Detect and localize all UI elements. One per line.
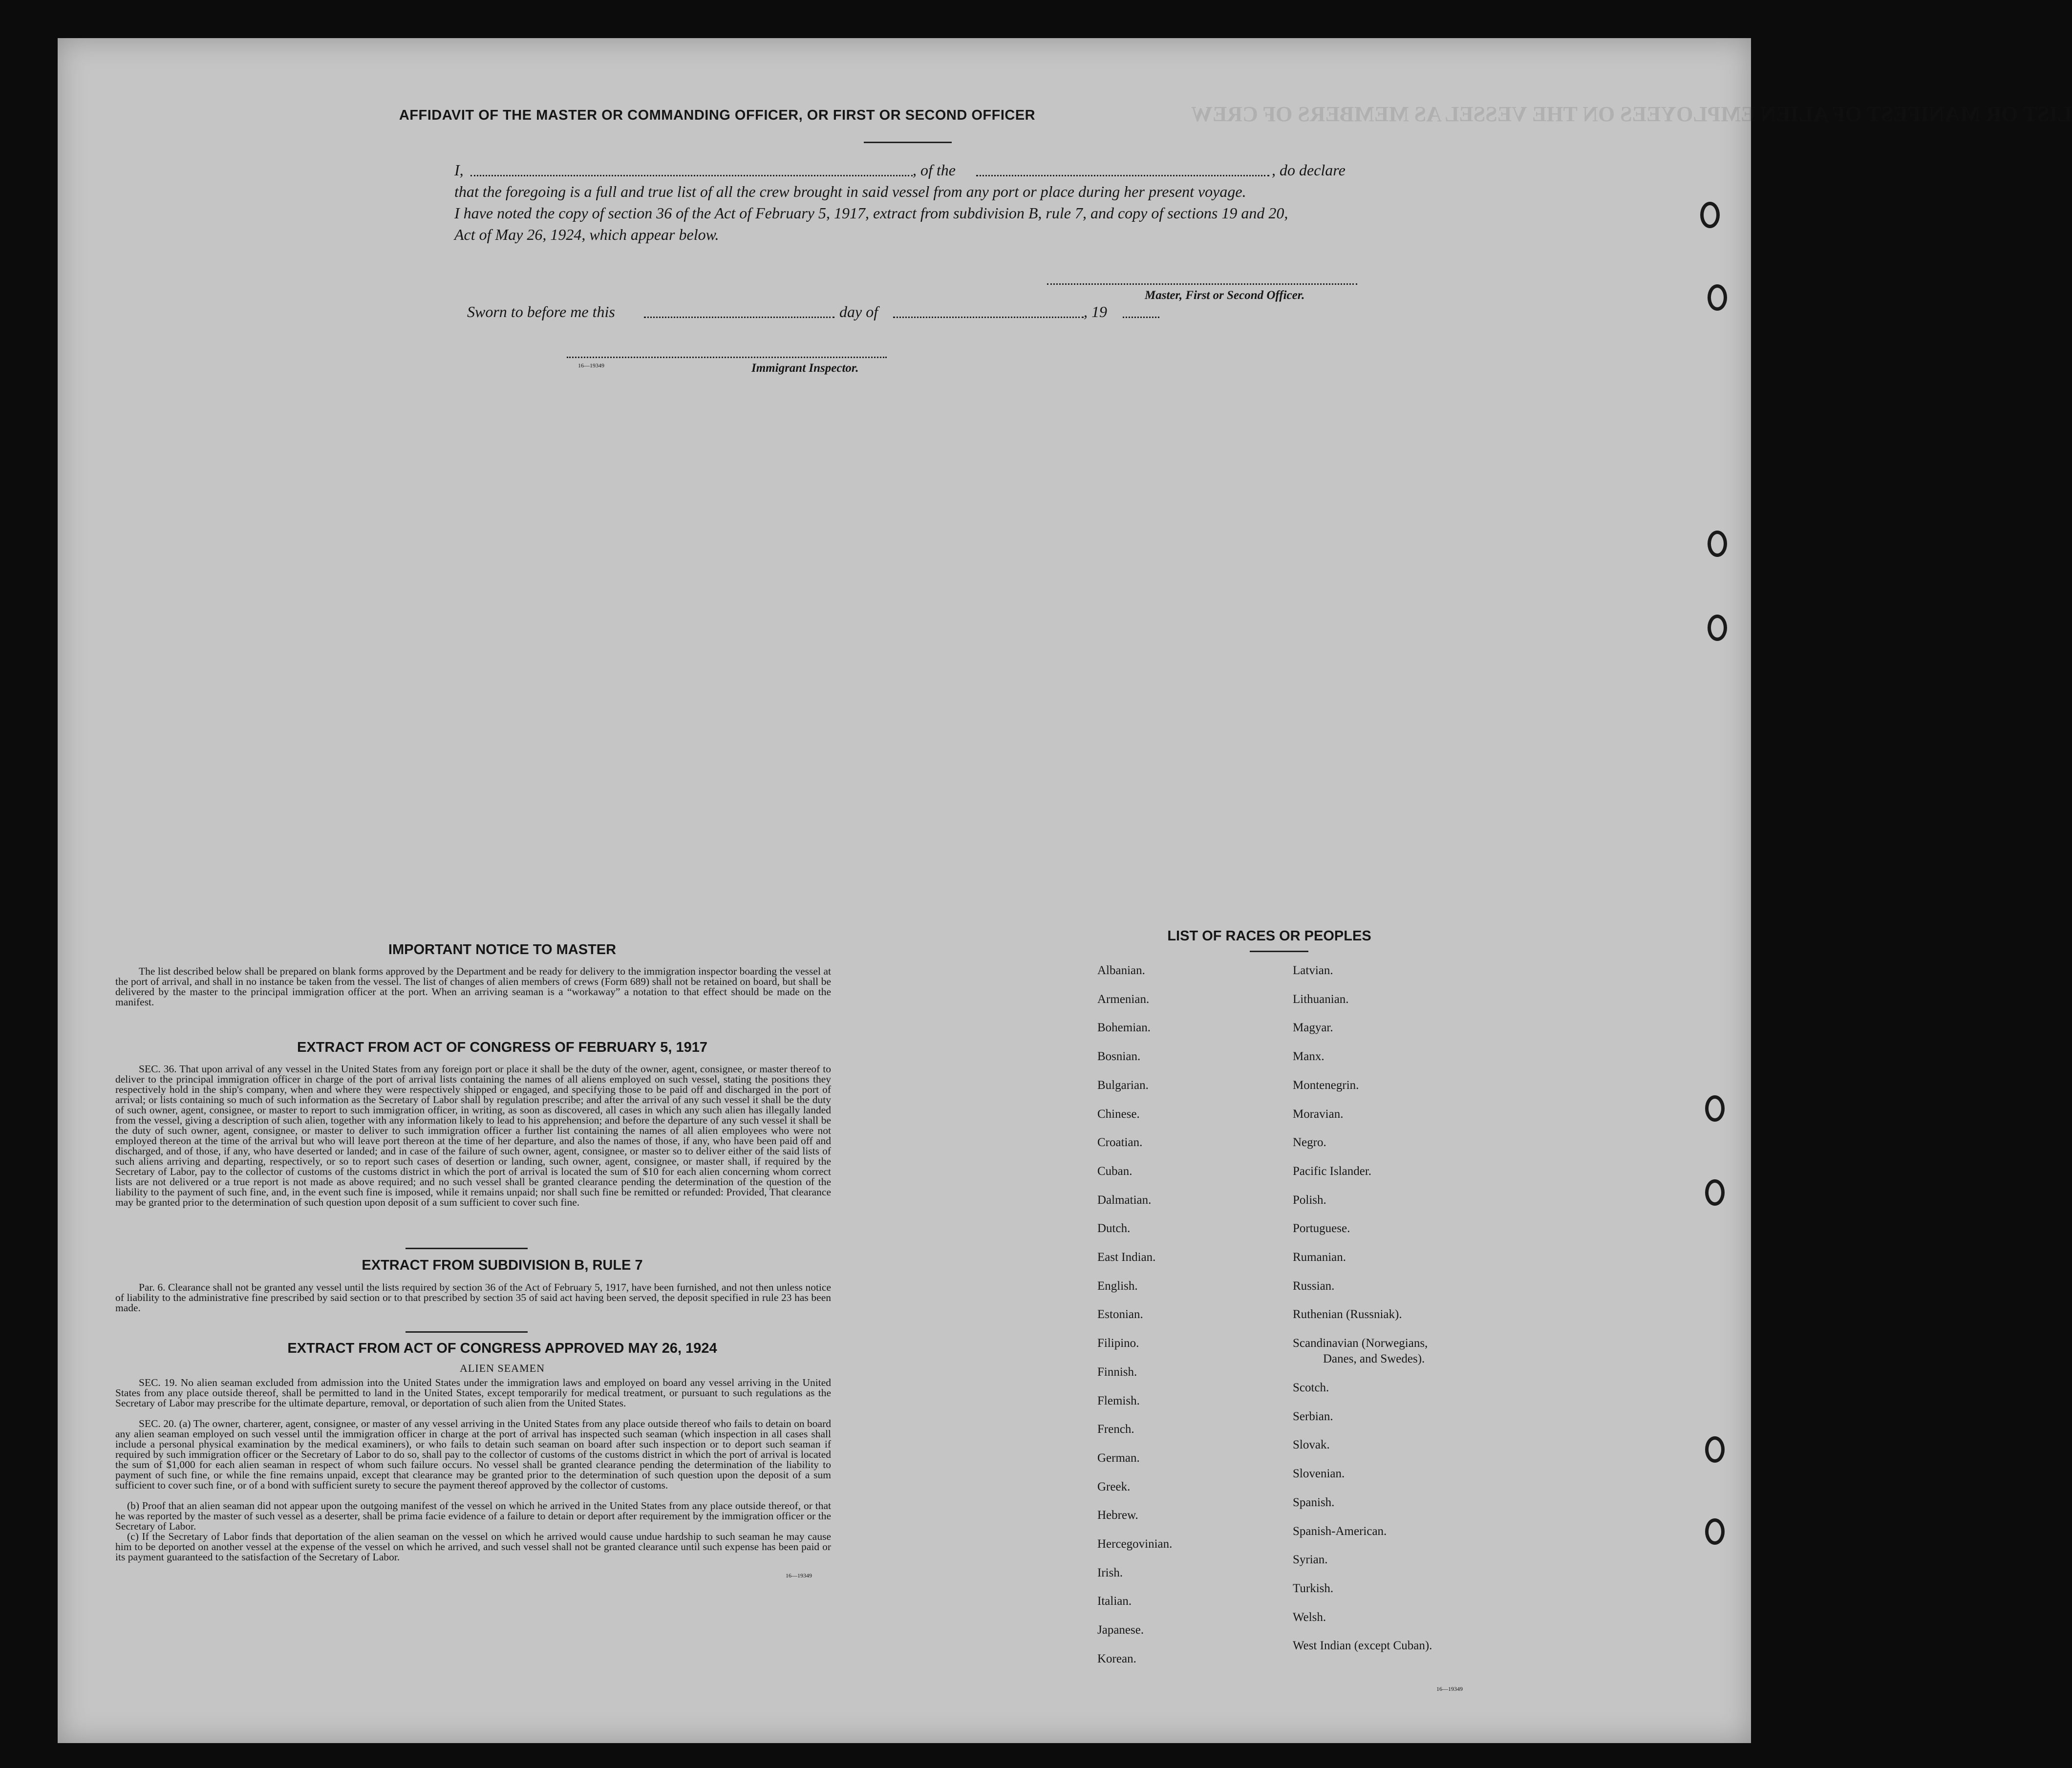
extract-form-number: 16—19349 — [786, 1572, 812, 1579]
race-entry: German. — [1097, 1451, 1140, 1465]
race-entry: Manx. — [1293, 1050, 1324, 1064]
race-entry: Dalmatian. — [1097, 1193, 1152, 1207]
race-entry: Pacific Islander. — [1293, 1164, 1372, 1178]
race-entry: Italian. — [1097, 1595, 1132, 1608]
race-entry: Welsh. — [1293, 1610, 1326, 1624]
race-entry: Scotch. — [1293, 1381, 1329, 1395]
sec19-text: SEC. 19. No alien seaman excluded from admission into the United States under the immigration laws and employed on board any vessel arriving in the United States from any place outside thereof, shall be permitted to land in the United States, except temporarily for medical treatment, or pursuant to such regulations as the Secretary of Labor may prescribe for the ultimate departure, removal, or deportation of such alien from the United States. — [115, 1377, 831, 1409]
race-entry: Polish. — [1293, 1193, 1326, 1207]
race-entry: Moravian. — [1293, 1107, 1344, 1121]
race-entry: Filipino. — [1097, 1337, 1139, 1350]
race-entry: Turkish. — [1293, 1581, 1334, 1595]
extract2-title: EXTRACT FROM SUBDIVISION B, RULE 7 — [362, 1257, 643, 1273]
extract3-subtitle: ALIEN SEAMEN — [460, 1362, 545, 1374]
document-sheet — [58, 38, 2072, 1743]
affidavit-line1-mid: , of the — [913, 161, 956, 179]
sworn-month-blank — [893, 317, 1084, 318]
race-entry: Syrian. — [1293, 1553, 1328, 1567]
affidavit-form-number: 16—19349 — [578, 362, 604, 369]
sworn-text-start: Sworn to before me this — [467, 303, 615, 320]
punch-hole-icon — [1700, 202, 1720, 228]
inspector-signature-line — [567, 357, 887, 358]
affidavit-line1-end: , do declare — [1272, 161, 1346, 179]
affidavit-line3: I have noted the copy of section 36 of the Act of February 5, 1917, extract from subdivision B, rule 7, and copy of sections 19 and 20, — [454, 204, 1288, 222]
race-entry: Greek. — [1097, 1480, 1131, 1493]
affidavit-line4: Act of May 26, 1924, which appear below. — [454, 226, 719, 243]
sworn-year-blank — [1123, 317, 1159, 318]
punch-hole-icon — [1705, 1518, 1725, 1545]
punch-hole-icon — [1708, 615, 1727, 641]
affidavit-title: AFFIDAVIT OF THE MASTER OR COMMANDING OFFICER, OR FIRST OR SECOND OFFICER — [399, 107, 1036, 123]
races-form-number: 16—19349 — [1436, 1685, 1463, 1692]
races-title: LIST OF RACES OR PEOPLES — [1167, 928, 1371, 944]
race-entry: West Indian (except Cuban). — [1293, 1639, 1432, 1653]
punch-hole-icon — [1708, 531, 1727, 557]
race-entry: Magyar. — [1293, 1021, 1333, 1035]
race-entry: Hebrew. — [1097, 1509, 1138, 1522]
race-entry: Ruthenian (Russniak). — [1293, 1308, 1402, 1321]
punch-hole-icon — [1708, 284, 1727, 311]
race-entry: Japanese. — [1097, 1623, 1144, 1637]
race-entry: Flemish. — [1097, 1394, 1140, 1407]
sec20c-text: (c) If the Secretary of Labor finds that deportation of the alien seaman on the vessel on which he arrived would cause undue hardship to such seaman he may cause him to be deported on another vessel at the expense of the vessel on which he arrived, and such vessel shall not be granted clearance until such expense has been paid or its payment guaranteed to the satisfaction of the Secretary of Labor. — [115, 1531, 831, 1563]
race-entry: Korean. — [1097, 1652, 1136, 1665]
race-entry: Cuban. — [1097, 1164, 1132, 1178]
race-entry: Negro. — [1293, 1136, 1326, 1150]
race-entry: Irish. — [1097, 1566, 1123, 1579]
race-entry: Russian. — [1293, 1279, 1335, 1293]
race-entry: Albanian. — [1097, 964, 1145, 977]
punch-hole-icon — [1705, 1095, 1725, 1122]
race-entry: Hercegovinian. — [1097, 1537, 1173, 1551]
sworn-text-mid: day of — [839, 303, 878, 320]
affidavit-title-underline — [864, 142, 952, 143]
race-entry: Serbian. — [1293, 1409, 1333, 1423]
race-entry: Lithuanian. — [1293, 992, 1349, 1006]
affidavit-vessel-blank — [976, 175, 1269, 176]
race-entry: Bulgarian. — [1097, 1078, 1149, 1092]
race-entry: Spanish. — [1293, 1495, 1335, 1509]
section-divider — [406, 1331, 528, 1333]
extract3-title: EXTRACT FROM ACT OF CONGRESS APPROVED MAY 26, 1924 — [287, 1341, 717, 1356]
notice-title: IMPORTANT NOTICE TO MASTER — [388, 942, 617, 958]
sworn-text-end: , 19 — [1084, 303, 1107, 320]
sec20b-text: (b) Proof that an alien seaman did not appear upon the outgoing manifest of the vessel on which he arrived in the United States from any place outside thereof, or that he was reported by the master of such vessel as a deserter, shall be prima facie evidence of a failure to detain or deport after requirement by the immigration officer or the Secretary of Labor. — [115, 1500, 831, 1532]
affidavit-line1-start: I, — [454, 161, 464, 179]
signature-label: Master, First or Second Officer. — [1145, 289, 1305, 302]
race-entry: Rumanian. — [1293, 1251, 1346, 1264]
affidavit-name-blank — [470, 175, 913, 176]
punch-hole-icon — [1705, 1436, 1725, 1463]
race-entry: Danes, and Swedes). — [1323, 1352, 1425, 1366]
punch-hole-icon — [1705, 1179, 1725, 1206]
race-entry: English. — [1097, 1279, 1138, 1293]
signature-line — [1047, 283, 1357, 285]
race-entry: Latvian. — [1293, 964, 1333, 977]
inspector-label: Immigrant Inspector. — [751, 362, 859, 375]
race-entry: East Indian. — [1097, 1251, 1156, 1264]
extract2-text: Par. 6. Clearance shall not be granted any vessel until the lists required by section 36 of the Act of February 5, 1917, have been furnished, and not then unless notice of liability to the administrative fine prescribed by said section or to that prescribed by section 35 of said act having been served, the deposit specified in rule 23 has been made. — [115, 1281, 831, 1314]
race-entry: Montenegrin. — [1293, 1078, 1359, 1092]
race-entry: Bohemian. — [1097, 1021, 1151, 1035]
race-entry: Bosnian. — [1097, 1050, 1141, 1064]
sec20a-text: SEC. 20. (a) The owner, charterer, agent, consignee, or master of any vessel arriving in the United States from any place outside thereof who fails to detain on board any alien seaman employed on such vessel until the immigration officer in charge at the port of arrival has inspected such seaman (which inspection in all cases shall include a personal physical examination by the medical examiners), or who fails to detain such seaman on board after such inspection or to deport such seaman if required by such immigration officer or the Secretary of Labor to do so, shall pay to the collector of customs of the customs district in which the port of arrival is located the sum of $1,000 for each alien seaman in respect of whom such failure occurs. No vessel shall be granted clearance pending the determination of the liability to payment of such fine, or while the fine remains unpaid, except that clearance may be granted prior to the determination of such question upon the deposit of a sum sufficient to cover such fine, or of a bond with sufficient surety to secure the payment thereof approved by the collector of customs. — [115, 1418, 831, 1491]
race-entry: Scandinavian (Norwegians, — [1293, 1337, 1428, 1350]
extract1-text: SEC. 36. That upon arrival of any vessel in the United States from any foreign port or place it shall be the duty of the owner, agent, consignee, or master thereof to deliver to the principal immigration officer in charge of the port of arrival lists containing the names of all aliens employed on such vessel, stating the positions they respectively hold in the ship's company, when and where they were respectively shipped or engaged, and specifying those to be paid off and discharged in the port of arrival; or lists containing so much of such information as the Secretary of Labor shall by regulation prescribe; and after the arrival of any such vessel it shall be the duty of such owner, agent, consignee, or master to report to such immigration officer, in writing, as soon as discovered, all cases in which any such alien has illegally landed from the vessel, giving a description of such alien, together with any information likely to lead to his apprehension; and before the departure of any such vessel it shall be the duty of such owner, agent, consignee, or master to deliver to such immigration officer a further list containing the names of all alien employees who were not employed thereon at the time of the arrival but who will leave port thereon at the time of her departure, and also the names of those, if any, who have been paid off and discharged, and of those, if any, who have deserted or landed; and in case of the failure of such owner, agent, consignee, or master so to deliver either of the said lists of such aliens arriving and departing, respectively, or so to report such cases of desertion or landing, such owner, agent, consignee, or master shall, if required by the Secretary of Labor, pay to the collector of customs of the customs district in which the port of arrival is located the sum of $10 for each alien concerning whom correct lists are not delivered or a true report is not made as above required; and no such vessel shall be granted clearance pending the determination of the question of the liability to the payment of such fine, and, in the event such fine is imposed, while it remains unpaid; nor shall such fine be remitted or refunded: Provided, That clearance may be granted prior to the determination of such question upon deposit of a sum sufficient to cover such fine. — [115, 1063, 831, 1208]
race-entry: Dutch. — [1097, 1222, 1131, 1235]
notice-text: The list described below shall be prepared on blank forms approved by the Department and be ready for delivery to the immigration inspector boarding the vessel at the port of arrival, and shall in no instance be taken from the vessel. The list of changes of alien members of crews (Form 689) shall not be retained on board, but shall be delivered by the master to the principal immigration officer at the port. When an arriving seaman is a “workaway” a notation to that effect should be made on the manifest. — [115, 965, 831, 1008]
bleed-through-heading: LIST OR MANIFEST OF ALIEN EMPLOYEES ON THE VESSEL AS MEMBERS OF CREW — [1191, 102, 2072, 126]
races-title-underline — [1250, 951, 1308, 952]
race-entry: Finnish. — [1097, 1365, 1137, 1379]
race-entry: Chinese. — [1097, 1107, 1140, 1121]
race-entry: Portuguese. — [1293, 1222, 1350, 1235]
race-entry: French. — [1097, 1423, 1134, 1436]
section-divider — [406, 1248, 528, 1249]
race-entry: Croatian. — [1097, 1136, 1143, 1150]
affidavit-line2: that the foregoing is a full and true list of all the crew brought in said vessel from any port or place during her present voyage. — [454, 183, 1246, 200]
race-entry: Spanish-American. — [1293, 1524, 1387, 1538]
sworn-day-blank — [644, 317, 834, 318]
race-entry: Estonian. — [1097, 1308, 1143, 1321]
extract1-title: EXTRACT FROM ACT OF CONGRESS OF FEBRUARY 5, 1917 — [297, 1040, 708, 1055]
race-entry: Slovak. — [1293, 1438, 1330, 1452]
race-entry: Armenian. — [1097, 992, 1150, 1006]
race-entry: Slovenian. — [1293, 1467, 1345, 1481]
